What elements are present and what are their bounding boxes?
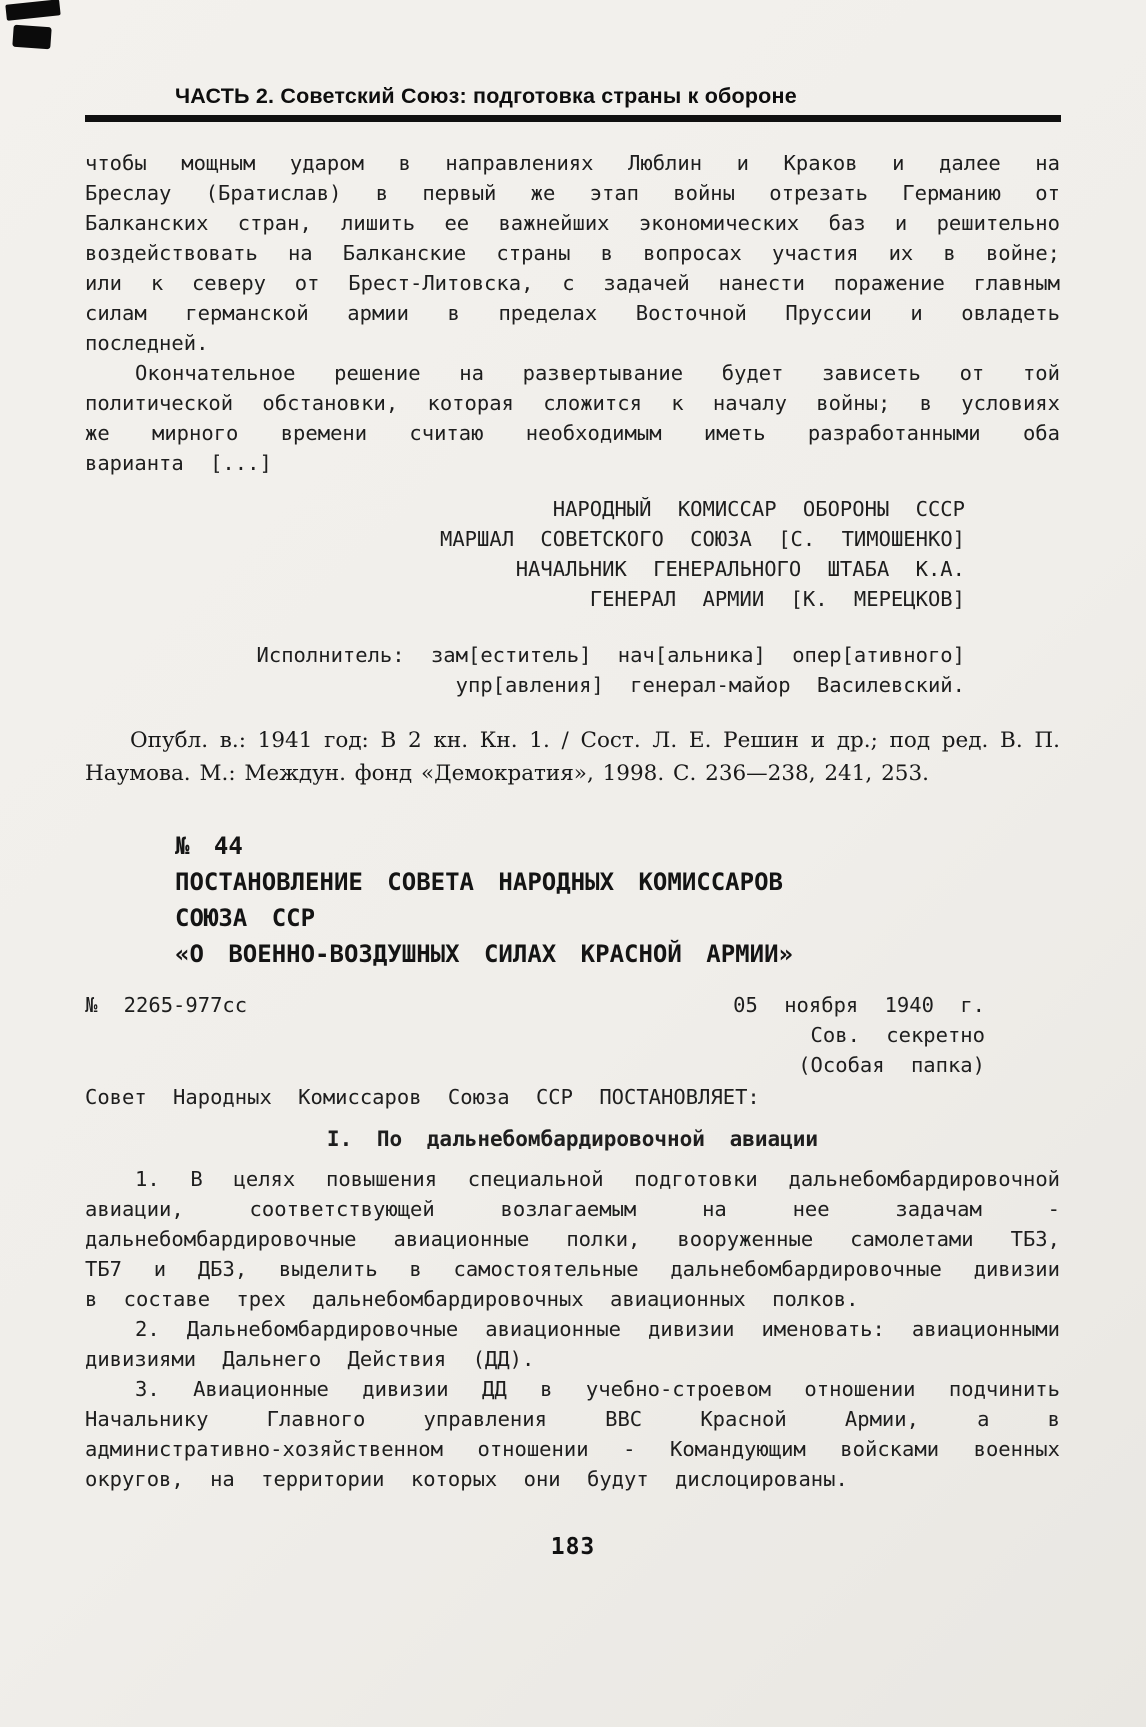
page-number: 183 (550, 1534, 596, 1560)
chapter-title: ЧАСТЬ 2. Советский Союз: подготовка страны к обороне (175, 84, 797, 108)
body-paragraph: чтобы мощным ударом в направлениях Люблин и Краков и далее на Бреслау (Братислав) в первый же этап войны отрезать Германию от Балканских стран, лишить ее важнейших экономических баз и решительно воздействовать на Балканские страны в вопросах участия их в войне; или к северу от Брест-Литовска, с задачей нанести поражение главным силам германской армии в пределах Восточной Пруссии и овладеть последней. (85, 151, 1060, 355)
document-number-heading: № 44 (175, 832, 243, 860)
preamble: Совет Народных Комиссаров Союза ССР ПОСТАНОВЛЯЕТ: (85, 1085, 760, 1109)
document-heading (85, 828, 1060, 972)
signature-block (85, 494, 1060, 614)
page-content (0, 122, 1146, 1494)
signature-line: ГЕНЕРАЛ АРМИИ [К. МЕРЕЦКОВ] (589, 587, 965, 611)
meta-right-block (733, 990, 985, 1080)
document-44 (85, 828, 1060, 1494)
scan-artifact-mark (5, 0, 60, 21)
document-title-line: «О ВОЕННО-ВОЗДУШНЫХ СИЛАХ КРАСНОЙ АРМИИ» (175, 940, 793, 968)
body-paragraph: 2. Дальнебомбардировочные авиационные дивизии именовать: авиационными дивизиями Дальнего Действия (ДД). (85, 1317, 1060, 1371)
executor-block (85, 640, 1060, 700)
section-heading: I. По дальнебомбардировочной авиации (326, 1127, 819, 1151)
signature-line: НАЧАЛЬНИК ГЕНЕРАЛЬНОГО ШТАБА К.А. (515, 557, 965, 581)
secrecy-stamp: (Особая папка) (798, 1053, 985, 1077)
secrecy-stamp: Сов. секретно (810, 1023, 985, 1047)
publication-note: Опубл. в.: 1941 год: В 2 кн. Кн. 1. / Сост. Л. Е. Решин и др.; под ред. В. П. Наумова. М.: Междун. фонд «Демократия», 1998. С. 236—238, 241, 253. (85, 728, 1060, 786)
scan-artifact-mark (12, 25, 51, 50)
running-header (85, 84, 1061, 122)
body-paragraph: Окончательное решение на развертывание будет зависеть от той политической обстановки, которая сложится к началу войны; в условиях же мирного времени считаю необходимым иметь разработанными оба варианта [...] (85, 361, 1060, 475)
signature-line: НАРОДНЫЙ КОМИССАР ОБОРОНЫ СССР (552, 497, 965, 521)
body-paragraph: 3. Авиационные дивизии ДД в учебно-строевом отношении подчинить Начальнику Главного управления ВВС Красной Армии, а в административно-хозяйственном отношении - Командующим войсками военных округов, на территории которых они будут дислоцированы. (85, 1377, 1060, 1491)
body-paragraph: 1. В целях повышения специальной подготовки дальнебомбардировочной авиации, соответствующей возлагаемым на нее задачам - дальнебомбардировочные авиационные полки, вооруженные самолетами ТБ3, ТБ7 и ДБ3, выделить в самостоятельные дальнебомбардировочные дивизии в составе трех дальнебомбардировочных авиационных полков. (85, 1167, 1060, 1311)
document-title-line: ПОСТАНОВЛЕНИЕ СОВЕТА НАРОДНЫХ КОМИССАРОВ (175, 868, 783, 896)
document-date: 05 ноября 1940 г. (733, 993, 985, 1017)
document-meta (85, 990, 1060, 1080)
document-number: № 2265-977сс (85, 993, 248, 1017)
executor-line: упр[авления] генерал-майор Василевский. (455, 673, 965, 697)
header-rule (85, 115, 1061, 122)
document-title-line: СОЮЗА ССР (175, 904, 316, 932)
document-43-excerpt (85, 148, 1060, 790)
signature-line: МАРШАЛ СОВЕТСКОГО СОЮЗА [С. ТИМОШЕНКО] (440, 527, 965, 551)
executor-line: Исполнитель: зам[еститель] нач[альника] опер[ативного] (256, 643, 965, 667)
